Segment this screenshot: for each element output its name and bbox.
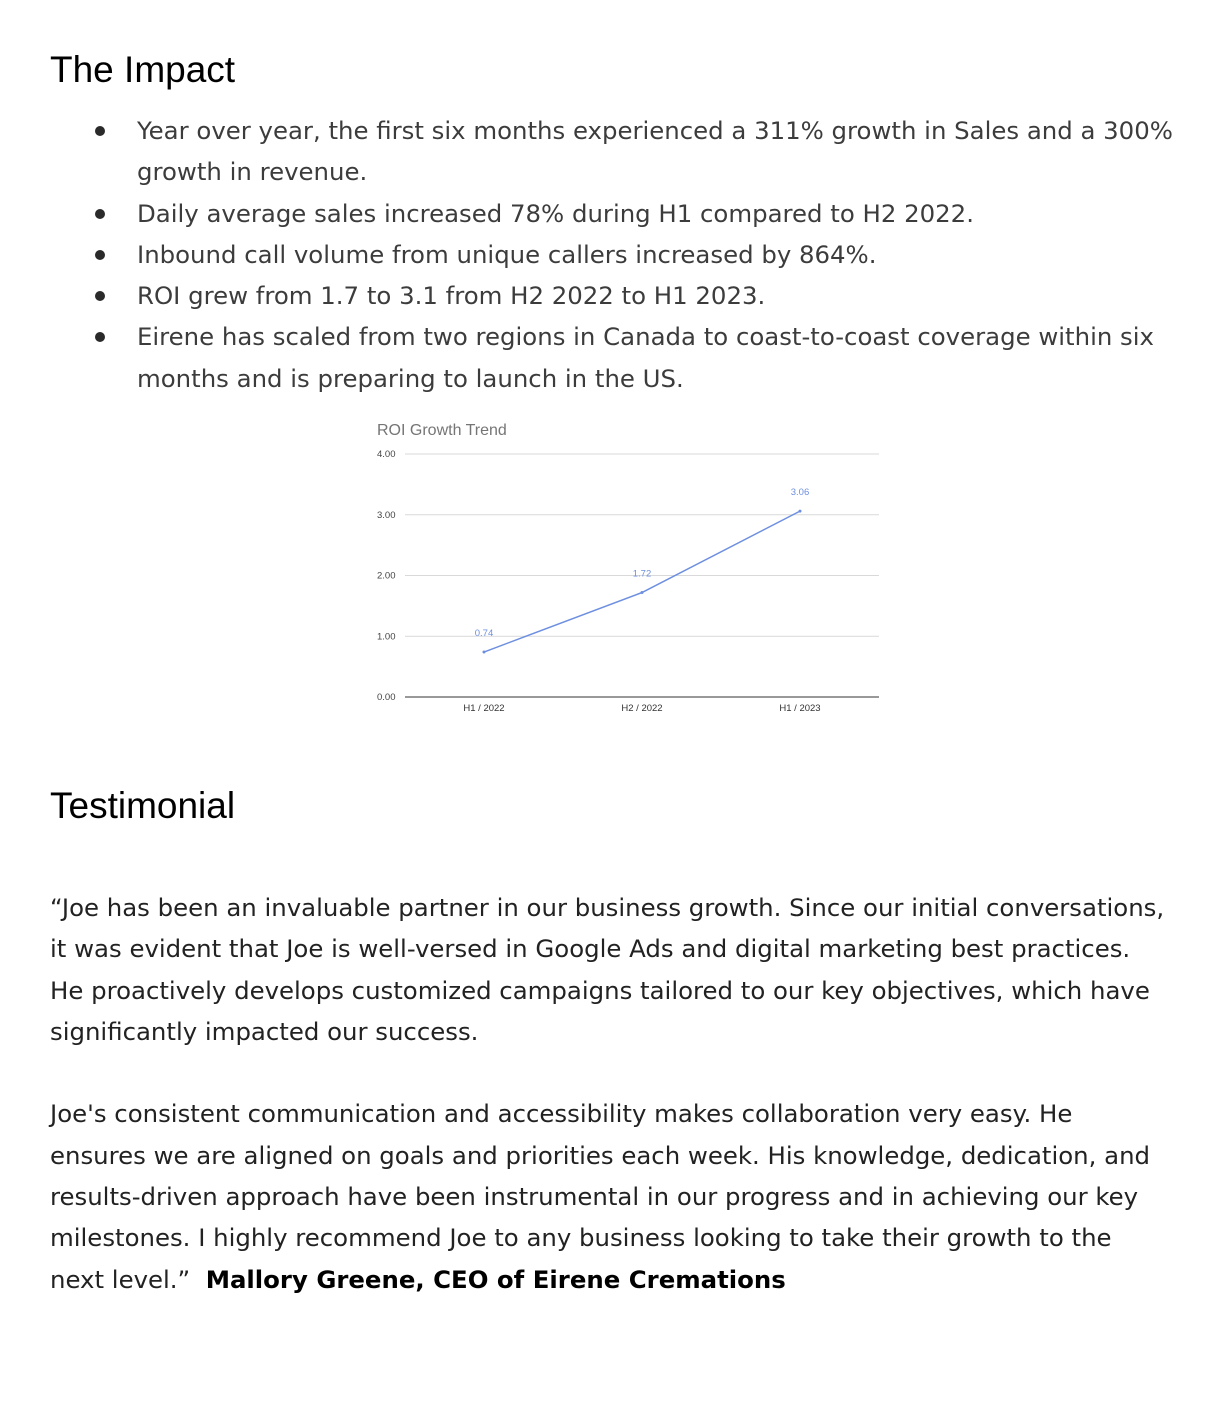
testimonial-heading: Testimonial (50, 785, 236, 826)
data-label: 3.06 (790, 487, 810, 499)
impact-bullet-text: Year over year, the first six months experienced a 311% growth in Sales and a 300% growth in revenue. (137, 116, 1173, 187)
y-tick-label: 2.00 (377, 570, 396, 582)
impact-bullet-text: Inbound call volume from unique callers increased by 864%. (137, 239, 877, 269)
impact-bullet-item (91, 234, 1181, 275)
data-point (799, 510, 802, 513)
x-tick-label: H2 / 2022 (621, 703, 663, 714)
data-label: 0.74 (474, 628, 494, 640)
testimonial-paragraph-text: Joe's consistent communication and accessibility makes collaboration very easy. He ensures we are aligned on goals and priorities each week. His knowledge, dedication, and results-driven approach have been instrumental in our progress and in achieving our key milestones. I highly recommend Joe to any business looking to take their growth to the next level.” (50, 1099, 1151, 1294)
data-point (483, 651, 486, 654)
testimonial-attribution: Mallory Greene, CEO of Eirene Cremations (205, 1264, 786, 1294)
x-tick-label: H1 / 2022 (463, 703, 505, 714)
series-line (484, 511, 800, 652)
bullet-dot-icon (95, 291, 105, 301)
impact-bullet-item (91, 193, 1181, 234)
impact-bullet-item (91, 110, 1181, 193)
bullet-dot-icon (95, 126, 105, 136)
impact-bullet-text: ROI grew from 1.7 to 3.1 from H2 2022 to H1 2023. (137, 281, 766, 311)
bullet-dot-icon (95, 332, 105, 342)
data-point (641, 591, 644, 594)
impact-bullet-list (91, 110, 1181, 399)
impact-bullet-text: Eirene has scaled from two regions in Canada to coast-to-coast coverage within six months and is preparing to launch in the US. (137, 322, 1154, 393)
chart-title: ROI Growth Trend (377, 422, 507, 439)
y-tick-label: 1.00 (377, 631, 396, 643)
testimonial-paragraph (50, 1093, 1170, 1299)
impact-heading: The Impact (50, 49, 236, 90)
roi-chart-svg (370, 414, 890, 724)
bullet-dot-icon (95, 209, 105, 219)
y-tick-label: 3.00 (377, 509, 396, 521)
bullet-dot-icon (95, 250, 105, 260)
roi-chart (370, 414, 890, 724)
impact-bullet-item (91, 316, 1181, 399)
impact-bullet-item (91, 275, 1181, 316)
y-tick-label: 0.00 (377, 692, 396, 703)
testimonial-paragraph: “Joe has been an invaluable partner in our business growth. Since our initial conversations, it was evident that Joe is well-versed in Google Ads and digital marketing best practices. He proactively develops customized campaigns tailored to our key objectives, which have significantly impacted our success. (50, 893, 1165, 1046)
impact-bullet-text: Daily average sales increased 78% during H1 compared to H2 2022. (137, 198, 974, 228)
x-tick-label: H1 / 2023 (779, 703, 821, 714)
data-label: 1.72 (632, 568, 652, 580)
y-tick-label: 4.00 (377, 449, 396, 460)
testimonial-quote (50, 887, 1170, 1300)
